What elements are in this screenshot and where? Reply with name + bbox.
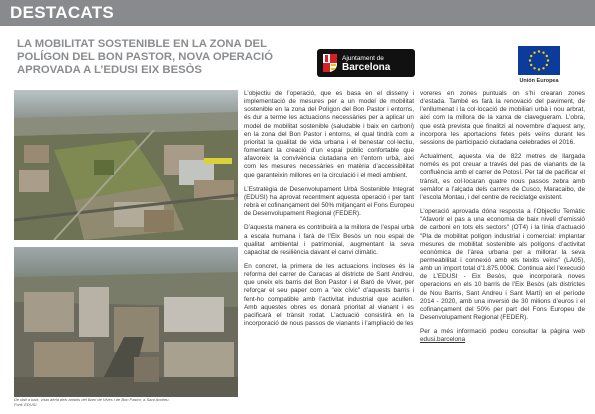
eu-star-icon [538,50,540,52]
eu-stars [518,46,560,75]
aerial-photo-bon-pastor [14,90,238,240]
section-title: DESTACATS [10,3,115,22]
eu-label: Unión Europea [519,78,559,84]
caption-line-2: Font: EDUSI. [14,402,38,407]
eu-star-icon [529,59,531,61]
aerial-photo-baro-de-viver [14,247,238,397]
paragraph: L’objectiu de l’operació, que es basa en el disseny i implementació de mesures per a un model de mobilitat sostenible en la zona del Polígon del Bon Pastor i entorns, és dur a terme les actuacions necessàries per a aplicar un model de mobilitat sostenible (saludable i baix en carboni) en la zona del Bon Pastor i entorns, el qual tindrà com a prioritat la qualitat de vida urbana i el benestar col·lectiu, fomentant la creació d’un espai públic confortable que afavoreix la convivència ciutadana en l’entorn urbà, així com les mesures necessàries en matèria d’accessibilitat que garanteixin millores en la circulació i el medi ambient. [244,90,414,179]
paragraph: voreres en zones puntuals on s’hi crearan zones d’estada. També es farà la renovació del paviment, de l’enllumenat i la col·locació de mobiliari urbà i nou arbrat, així com la millora de la xarxa de clavegueram. L’obra, que està prevista que finalitzi al novembre d’aquest any, incorpora les aportacions fetes pels veïns durant les sessions de participació ciutadana celebrades el 2016. [420,90,585,146]
eu-flag-icon [518,46,560,75]
eu-star-icon [533,52,535,54]
website-link[interactable]: edusi.barcelona [420,336,466,344]
photo-caption [14,397,238,407]
article-headline: LA MOBILITAT SOSTENIBLE EN LA ZONA DEL POLÍGON DEL BON PASTOR, NOVA OPERACIÓ APROVADA A L’EDUSI EIX BESÒS [17,38,274,76]
body-column-2 [420,90,585,351]
eu-star-icon [546,55,548,57]
barcelona-logo [317,49,415,77]
eu-star-icon [530,64,532,66]
section-banner [0,0,595,26]
logo-line-2: Barcelona [342,62,391,73]
eu-star-icon [538,68,540,70]
closing-paragraph [420,328,585,344]
caption-line-1: De dalt a baix, vista aèria dels àmbits del Barri de Vives i de Bon Pastor, a Sant Andreu. [14,397,170,402]
barcelona-shield-icon [323,54,337,72]
eu-star-icon [530,55,532,57]
eu-star-icon [546,64,548,66]
paragraph: En concret, la primera de les actuacions incloses és la reforma del carrer de Caracas al districte de Sant Andreu, que uneix els barris del Bon Pastor i el Baró de Viver, per reforçar el seu paper com a "eix cívic" d’aquests barris i fent-ho compatible amb l’activitat industrial que acullen. Amb aquestes obres es donarà prioritat al vianant i es pacificarà el trànsit rodat. L’actuació consistirà en la incorporació de nous passos de vianants i l’ampliació de les [244,262,414,328]
paragraph: L’operació aprovada dóna resposta a l’Objectiu Temàtic "Afavorir el pas a una economia de baix nivell d’emissió de carboni en tots els sectors" (OT4) i la línia d’actuació "Pla de mobilitat polígon industrial i comercial: implantar mesures de mobilitat sostenible als polígons d’activitat econòmica de l’àrea urbana per a millorar la seva permeabilitat i connexió amb els teixits veïns" (LA05), amb un import total d’1.875.000€. Continua així l’execució de L’EDUSI - Eix Besòs, que incorporarà noves operacions en els 10 barris de l’Eix Besòs (als districtes de Nou Barris, Sant Andreu i Sant Martí) en el període 2014 - 2020, amb una inversió de 30 milions d’euros i el cofinançament del 50% per part del Fons Europeu de Desenvolupament Regional (FEDER). [420,208,585,322]
logo-line-1: Ajuntament de [342,55,384,62]
eu-star-icon [547,59,549,61]
paragraph: D’aquesta manera es contribuirà a la millora de l’espai urbà a escala humana i farà de l’Eix Besòs un nou espai de qualitat ambiental i patrimonial, augmentant la seva capacitat de resiliència davant el canvi climàtic. [244,224,414,256]
eu-star-icon [542,67,544,69]
body-column-1 [244,90,414,334]
paragraph: L’Estratègia de Desenvolupament Urbà Sostenible Integrat (EDUSI) ha aprovat recentment aquesta operació i per tant rebrà el cofinançament del 50% mitjançant el Fons Europeu de Desenvolupament Regional (FEDER). [244,185,414,218]
paragraph: Actualment, aquesta via de 822 metres de llargada només es pot creuar a través del pas de vianants de la confluència amb el carrer de Potosí. Per tal de pacificar el trànsit, es col·locaran quatre nous passos zebra amb semàfor a l’alçada dels carrers de Cusco, Maracaibo, de l’escola Montau, i del centre de reciclatge existent. [420,153,585,201]
eu-star-icon [542,52,544,54]
eu-star-icon [533,67,535,69]
closing-text: Per a més informació podeu consultar la pàgina web [420,328,585,336]
